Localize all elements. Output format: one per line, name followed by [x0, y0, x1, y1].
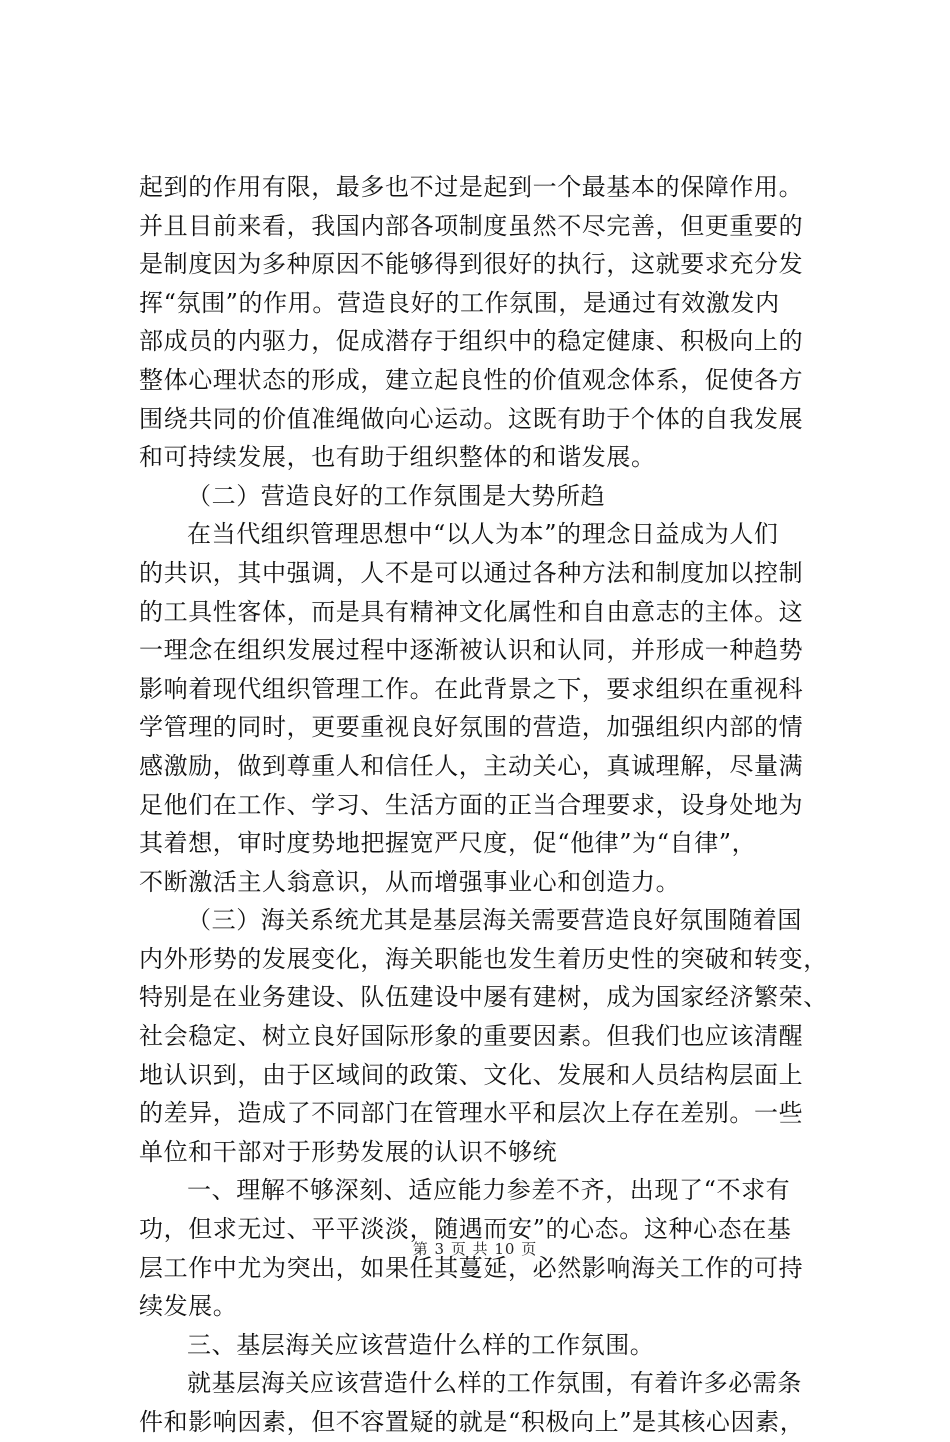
text-line: 的共识，其中强调，人不是可以通过各种方法和制度加以控制	[139, 558, 804, 587]
text-line: 层工作中尤为突出，如果任其蔓延，必然影响海关工作的可持	[139, 1253, 804, 1282]
page-footer: 第 3 页 共 10 页	[412, 1240, 538, 1258]
text-line: 三、基层海关应该营造什么样的工作氛围。	[187, 1330, 655, 1359]
text-line: 不断激活主人翁意识，从而增强事业心和创造力。	[139, 867, 681, 896]
text-line: 足他们在工作、学习、生活方面的正当合理要求，设身处地为	[139, 790, 804, 819]
text-line: 围绕共同的价值准绳做向心运动。这既有助于个体的自我发展	[139, 404, 804, 433]
text-line: 的工具性客体，而是具有精神文化属性和自由意志的主体。这	[139, 597, 804, 626]
text-line: 的差异，造成了不同部门在管理水平和层次上存在差别。一些	[139, 1099, 804, 1128]
text-line: 并且目前来看，我国内部各项制度虽然不尽完善，但更重要的	[139, 211, 804, 240]
text-line: 件和影响因素，但不容置疑的就是“积极向上”是其核心因素，	[139, 1408, 805, 1436]
text-line: 和可持续发展，也有助于组织整体的和谐发展。	[139, 443, 656, 472]
text-line: 内外形势的发展变化，海关职能也发生着历史性的突破和转变，	[139, 944, 828, 973]
text-line: 挥“氛围”的作用。营造良好的工作氛围，是通过有效激发内	[139, 288, 780, 317]
text-line: 一、理解不够深刻、适应能力参差不齐，出现了“不求有	[187, 1176, 791, 1205]
text-line: 一理念在组织发展过程中逐渐被认识和认同，并形成一种趋势	[139, 636, 804, 665]
text-line: 起到的作用有限，最多也不过是起到一个最基本的保障作用。	[139, 173, 804, 201]
text-line: 在当代组织管理思想中“以人为本”的理念日益成为人们	[187, 520, 779, 549]
text-line: 整体心理状态的形成，建立起良性的价值观念体系，促使各方	[139, 365, 804, 394]
text-line: 其着想，审时度势地把握宽严尺度，促“他律”为“自律”，	[139, 829, 757, 858]
text-line: 续发展。	[139, 1292, 238, 1321]
text-line: 就基层海关应该营造什么样的工作氛围，有着许多必需条	[187, 1369, 802, 1398]
text-line: 感激励，做到尊重人和信任人，主动关心，真诚理解，尽量满	[139, 751, 804, 780]
text-line: 影响着现代组织管理工作。在此背景之下，要求组织在重视科	[139, 674, 804, 703]
text-line: 是制度因为多种原因不能够得到很好的执行，这就要求充分发	[139, 250, 804, 279]
text-line: 社会稳定、树立良好国际形象的重要因素。但我们也应该清醒	[139, 1022, 804, 1051]
text-line: 单位和干部对于形势发展的认识不够统	[139, 1137, 558, 1166]
text-line: 功，但求无过、平平淡淡，随遇而安”的心态。这种心态在基	[139, 1215, 792, 1244]
text-line: （三）海关系统尤其是基层海关需要营造良好氛围随着国	[187, 906, 802, 935]
text-line: 学管理的同时，更要重视良好氛围的营造，加强组织内部的情	[139, 713, 804, 742]
text-line: （二）营造良好的工作氛围是大势所趋	[187, 481, 606, 510]
text-line: 地认识到，由于区域间的政策、文化、发展和人员结构层面上	[139, 1060, 804, 1089]
text-line: 部成员的内驱力，促成潜存于组织中的稳定健康、积极向上的	[139, 327, 804, 356]
text-line: 特别是在业务建设、队伍建设中屡有建树，成为国家经济繁荣、	[139, 983, 828, 1012]
